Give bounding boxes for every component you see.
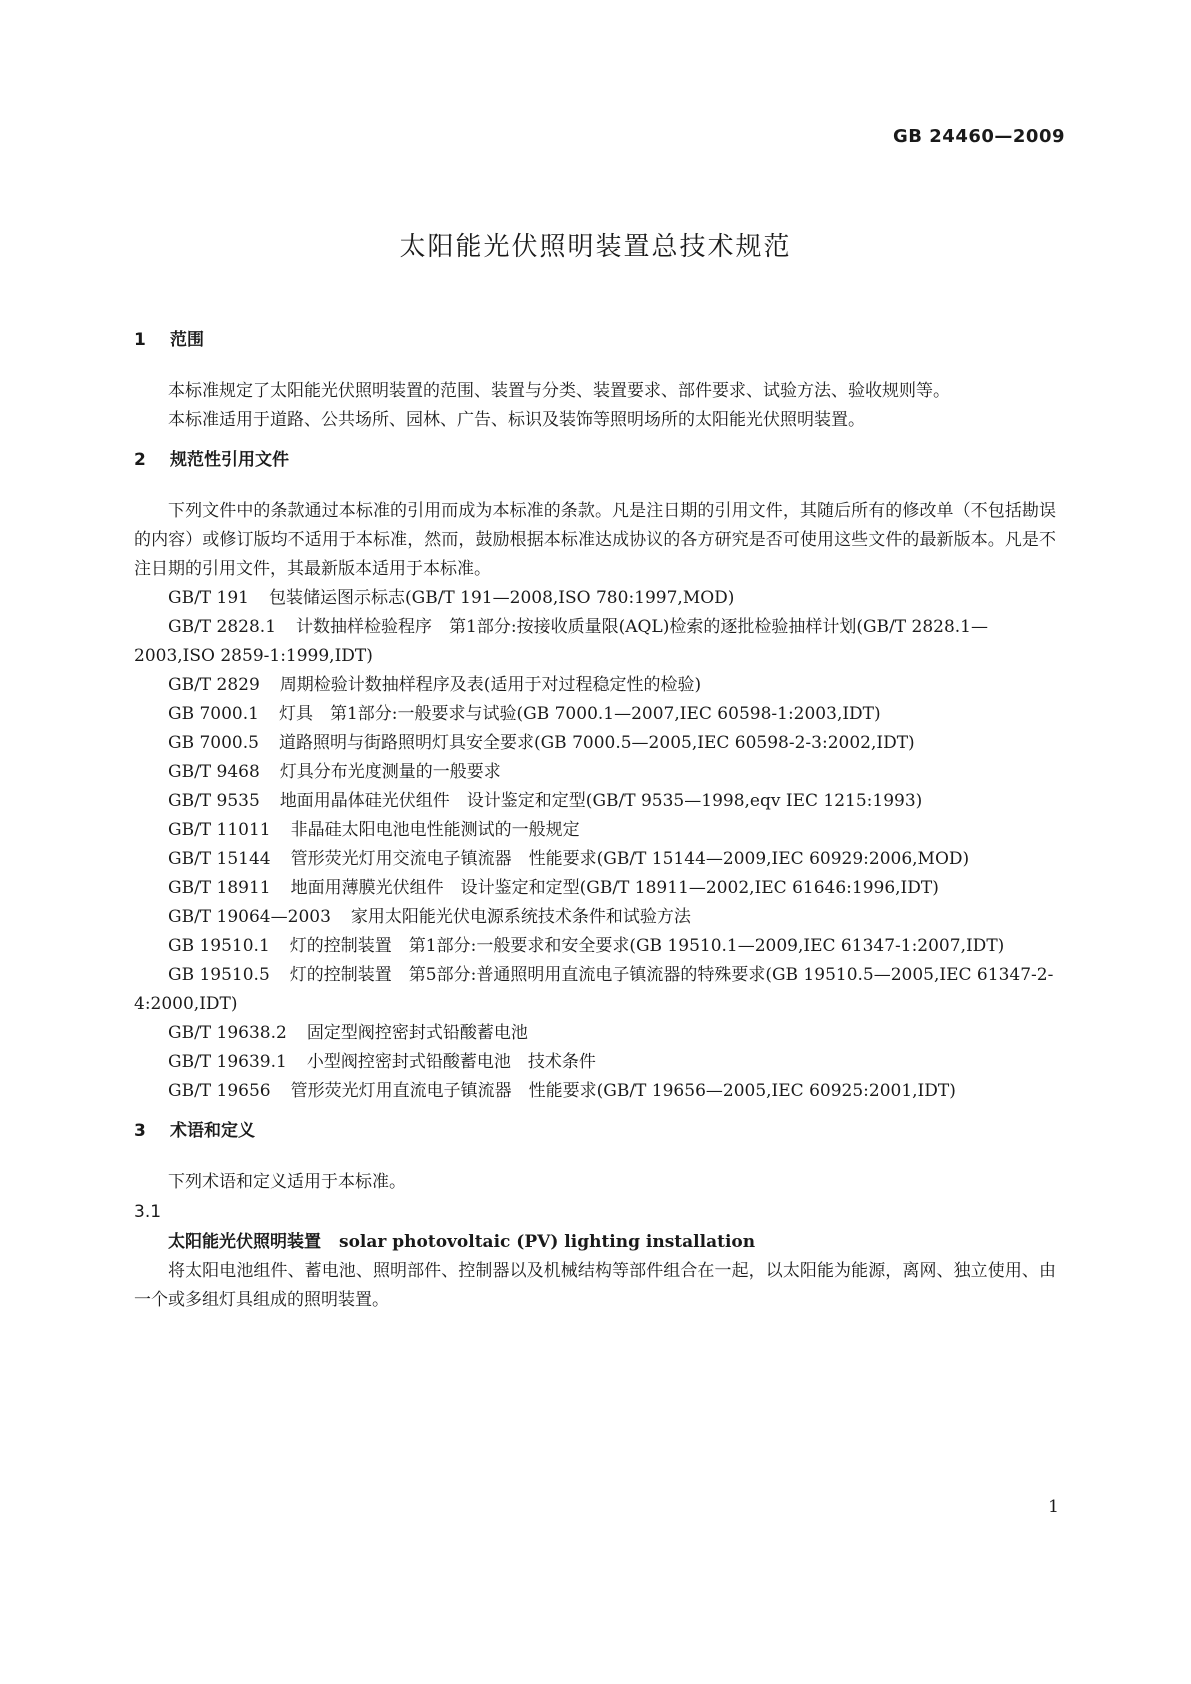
reference-item: [134, 613, 1056, 671]
reference-item: [134, 584, 1056, 613]
reference-item: [134, 845, 1056, 874]
reference-item: [134, 816, 1056, 845]
reference-code: GB 7000.1: [168, 704, 259, 724]
section-2-title: 规范性引用文件: [170, 450, 289, 470]
reference-title: 道路照明与街路照明灯具安全要求(GB 7000.5—2005,IEC 60598-2-3:2002,IDT): [278, 733, 915, 753]
reference-code: GB/T 191: [168, 588, 249, 608]
reference-code: GB/T 19656: [168, 1081, 271, 1101]
reference-item: [134, 729, 1056, 758]
page-number: 1: [1048, 1497, 1059, 1517]
reference-code: GB/T 9468: [168, 762, 260, 782]
reference-item: [134, 671, 1056, 700]
reference-title: 灯的控制装置 第1部分:一般要求和安全要求(GB 19510.1—2009,IEC 61347-1:2007,IDT): [289, 936, 1005, 956]
term-chinese: 太阳能光伏照明装置: [168, 1232, 321, 1252]
reference-item: [134, 758, 1056, 787]
section-1-paragraph-2: 本标准适用于道路、公共场所、园林、广告、标识及装饰等照明场所的太阳能光伏照明装置。: [168, 410, 865, 430]
section-2-number: 2: [134, 450, 146, 470]
reference-title: 计数抽样检验程序 第1部分:按接收质量限(AQL)检索的逐批检验抽样计划(GB/T 2828.1—2003,ISO 2859-1:1999,IDT): [134, 617, 988, 666]
section-1-title: 范围: [170, 330, 204, 350]
section-3-heading: [134, 1115, 1056, 1148]
reference-code: GB 19510.1: [168, 936, 270, 956]
term-english: solar photovoltaic (PV) lighting installation: [339, 1232, 756, 1252]
document-body: [134, 324, 1056, 1315]
reference-title: 非晶硅太阳电池电性能测试的一般规定: [290, 820, 580, 840]
reference-code: GB/T 19639.1: [168, 1052, 287, 1072]
reference-item: [134, 1048, 1056, 1077]
reference-code: GB 19510.5: [168, 965, 270, 985]
term-heading: [134, 1227, 1056, 1257]
spacer: [134, 357, 1056, 377]
section-3-intro: 下列术语和定义适用于本标准。: [168, 1172, 406, 1192]
section-1-heading: [134, 324, 1056, 357]
reference-item: [134, 932, 1056, 961]
reference-title: 灯的控制装置 第5部分:普通照明用直流电子镇流器的特殊要求(GB 19510.5—2005,IEC 61347-2-4:2000,IDT): [134, 965, 1054, 1014]
term-number: 3.1: [134, 1202, 162, 1222]
reference-item: [134, 1077, 1056, 1106]
reference-code: GB/T 15144: [168, 849, 271, 869]
reference-item: [134, 961, 1056, 1019]
reference-code: GB 7000.5: [168, 733, 259, 753]
reference-item: [134, 787, 1056, 816]
reference-title: 地面用薄膜光伏组件 设计鉴定和定型(GB/T 18911—2002,IEC 61646:1996,IDT): [290, 878, 939, 898]
section-2-intro: 下列文件中的条款通过本标准的引用而成为本标准的条款。凡是注日期的引用文件，其随后所有的修改单（不包括勘误的内容）或修订版均不适用于本标准，然而，鼓励根据本标准达成协议的各方研究是否可使用这些文件的最新版本。凡是不注日期的引用文件，其最新版本适用于本标准。: [134, 501, 1056, 579]
reference-code: GB/T 2829: [168, 675, 260, 695]
spacer: [134, 477, 1056, 497]
reference-title: 小型阀控密封式铅酸蓄电池 技术条件: [306, 1052, 596, 1072]
reference-code: GB/T 9535: [168, 791, 260, 811]
reference-code: GB/T 18911: [168, 878, 271, 898]
spacer: [134, 1148, 1056, 1168]
reference-title: 周期检验计数抽样程序及表(适用于对过程稳定性的检验): [279, 675, 702, 695]
reference-title: 地面用晶体硅光伏组件 设计鉴定和定型(GB/T 9535—1998,eqv IEC 1215:1993): [279, 791, 923, 811]
reference-item: [134, 700, 1056, 729]
reference-item: [134, 1019, 1056, 1048]
section-2-heading: [134, 444, 1056, 477]
reference-title: 管形荧光灯用直流电子镇流器 性能要求(GB/T 19656—2005,IEC 60925:2001,IDT): [290, 1081, 956, 1101]
section-3-number: 3: [134, 1121, 146, 1141]
section-1-number: 1: [134, 330, 146, 350]
reference-title: 管形荧光灯用交流电子镇流器 性能要求(GB/T 15144—2009,IEC 60929:2006,MOD): [290, 849, 970, 869]
section-1-paragraph-1: 本标准规定了太阳能光伏照明装置的范围、装置与分类、装置要求、部件要求、试验方法、验收规则等。: [168, 381, 950, 401]
reference-title: 包装储运图示标志(GB/T 191—2008,ISO 780:1997,MOD): [269, 588, 735, 608]
reference-item: [134, 903, 1056, 932]
reference-title: 灯具分布光度测量的一般要求: [279, 762, 501, 782]
standard-code: GB 24460—2009: [893, 126, 1065, 147]
reference-item: [134, 874, 1056, 903]
term-definition: 将太阳电池组件、蓄电池、照明部件、控制器以及机械结构等部件组合在一起，以太阳能为能源，离网、独立使用、由一个或多组灯具组成的照明装置。: [134, 1261, 1056, 1310]
section-3-title: 术语和定义: [170, 1121, 255, 1141]
reference-code: GB/T 11011: [168, 820, 271, 840]
reference-title: 家用太阳能光伏电源系统技术条件和试验方法: [350, 907, 691, 927]
reference-code: GB/T 19638.2: [168, 1023, 287, 1043]
document-title: 太阳能光伏照明装置总技术规范: [399, 232, 792, 262]
reference-title: 固定型阀控密封式铅酸蓄电池: [306, 1023, 528, 1043]
reference-title: 灯具 第1部分:一般要求与试验(GB 7000.1—2007,IEC 60598-1:2003,IDT): [278, 704, 881, 724]
reference-code: GB/T 2828.1: [168, 617, 277, 637]
spacer: [134, 435, 1056, 444]
spacer: [134, 1106, 1056, 1115]
reference-code: GB/T 19064—2003: [168, 907, 331, 927]
